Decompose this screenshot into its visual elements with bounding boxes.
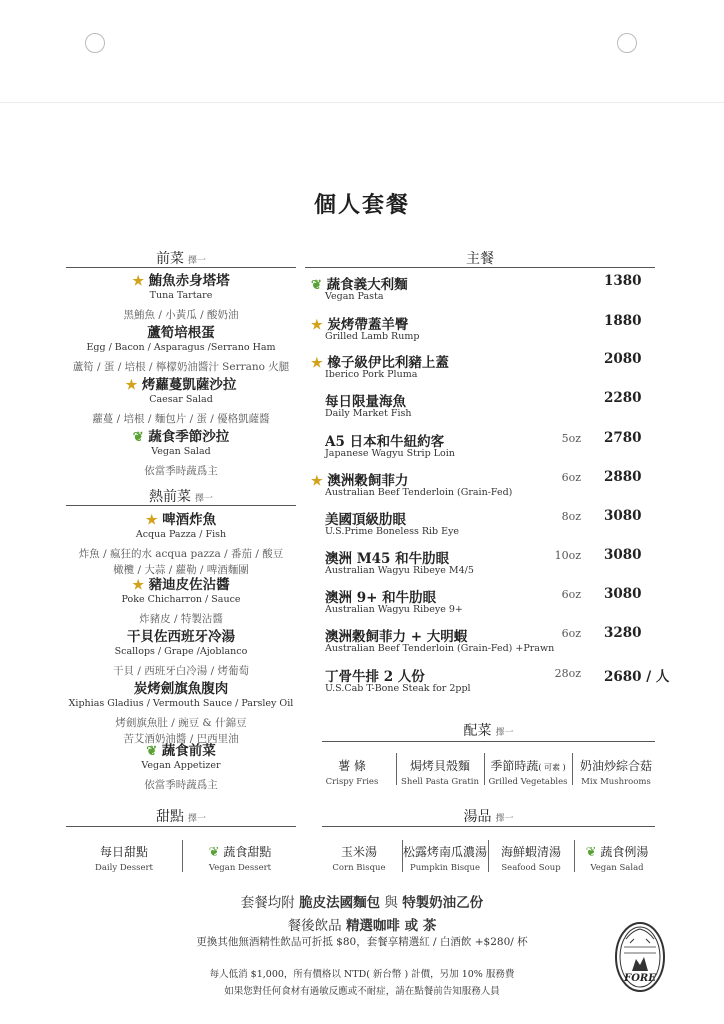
main-name: [311, 430, 444, 450]
footer-line-3: 更換其他無酒精性飲品可折抵 $80，套餐享精選紅 / 白酒飲 +$280/ 杯: [196, 936, 528, 948]
item-name: [66, 373, 296, 393]
appetizers-heading-note: 擇一: [187, 256, 206, 266]
main-english-name: Daily Market Fish: [325, 408, 412, 419]
main-english-name: Vegan Pasta: [325, 291, 384, 302]
item-name: [66, 625, 296, 645]
item-english-name: Tuna Tartare: [149, 290, 213, 301]
option-name-text: 玉米湯: [340, 845, 377, 859]
page-fold-line: [0, 102, 724, 103]
leaf-icon: ❦: [208, 845, 220, 860]
leaf-icon: ❦: [146, 744, 158, 759]
item-name-text: 蔬食季節沙拉: [148, 429, 230, 445]
option-name: [574, 843, 660, 860]
star-icon: ★: [125, 378, 138, 393]
main-english-name: Australian Wagyu Ribeye M4/5: [325, 565, 474, 576]
option-english-name: Pumpkin Bisque: [409, 863, 480, 873]
main-name-text: 澳洲穀飼菲力 + 大明蝦: [325, 629, 468, 645]
option-name: [308, 757, 396, 774]
star-icon: ★: [311, 474, 323, 489]
footer-line-1: [0, 891, 724, 911]
binder-hole-right: [617, 33, 637, 53]
option-english-name: Vegan Salad: [590, 863, 644, 873]
item-english-name: Scallops / Grape /Ajoblanco: [114, 646, 248, 657]
option-divider: [182, 840, 183, 872]
leaf-icon: ❦: [311, 278, 322, 293]
option-name: [182, 843, 298, 860]
option-name-text: 蔬食甜點: [223, 845, 272, 859]
desserts-heading-note: 擇一: [187, 814, 206, 824]
main-price: 2280: [604, 390, 642, 406]
main-name: [311, 351, 449, 371]
main-course-item: [311, 586, 656, 624]
star-icon: ★: [145, 513, 158, 528]
footer-line-1-c: 與: [384, 895, 398, 911]
main-name: [311, 390, 406, 410]
soups-option: [488, 843, 574, 873]
option-name-text: 海鮮蝦清湯: [500, 845, 561, 859]
item-english-name: Egg / Bacon / Asparagus /Serrano Ham: [86, 342, 276, 353]
star-icon: ★: [132, 578, 144, 593]
item-english-name: Caesar Salad: [149, 394, 213, 405]
fore-logo: [612, 919, 668, 995]
option-note: ( 可素 ): [538, 763, 566, 772]
main-size: 28oz: [554, 667, 581, 680]
desserts-option: [182, 843, 298, 873]
main-english-name: Australian Beef Tenderloin (Grain-Fed): [325, 487, 513, 498]
main-name-text: 橡子級伊比利豬上蓋: [327, 355, 449, 371]
item-description: 依當季時蔬爲主: [144, 779, 218, 791]
item-description: 苦艾酒奶油醬 / 巴西里油: [123, 733, 239, 745]
main-english-name: Australian Beef Tenderloin (Grain-Fed) +Prawn: [325, 643, 555, 654]
desserts-heading: [66, 806, 296, 826]
main-size: 8oz: [561, 510, 581, 523]
option-name-text: 蔬食例湯: [600, 845, 649, 859]
item-description: 蘆筍 / 蛋 / 培根 / 檸檬奶油醬汁 Serrano 火腿: [72, 361, 290, 373]
main-name: [311, 469, 408, 489]
option-english-name: Grilled Vegetables: [488, 777, 568, 787]
main-course-item: [311, 547, 656, 585]
option-name: [402, 843, 488, 860]
main-size: 6oz: [561, 588, 581, 601]
main-price: 2680 / 人: [604, 669, 670, 685]
main-price: 1880: [604, 313, 642, 329]
sides-rule: [322, 741, 655, 742]
item-name-text: 豬迪皮佐沾醬: [148, 577, 230, 593]
soups-heading-text: 湯品: [463, 809, 492, 825]
option-name-text: 每日甜點: [99, 845, 148, 859]
main-course-item: [311, 390, 656, 428]
option-divider: [488, 840, 489, 872]
footer-line-4: 每人低消 $1,000，所有價格以 NTD( 新台幣 ) 計價，另加 10% 服務費: [209, 969, 515, 980]
option-divider: [402, 840, 403, 872]
sides-heading-note: 擇一: [495, 728, 514, 738]
mains-rule: [305, 267, 655, 268]
item-description: 橄欖 / 大蒜 / 蘿勒 / 啤酒麵團: [113, 564, 249, 576]
item-name-text: 蘆筍培根蛋: [147, 325, 215, 341]
main-size: 6oz: [561, 471, 581, 484]
main-course-item: [311, 351, 656, 389]
hot-appetizers-rule: [66, 505, 296, 506]
appetizers-rule: [66, 267, 296, 268]
main-english-name: Iberico Pork Pluma: [325, 369, 418, 380]
item-english-name: Vegan Appetizer: [141, 760, 221, 771]
main-english-name: Australian Wagyu Ribeye 9+: [325, 604, 463, 615]
main-english-name: U.S.Prime Boneless Rib Eye: [325, 526, 460, 537]
main-price: 1380: [604, 273, 642, 289]
option-english-name: Seafood Soup: [501, 863, 561, 873]
option-name: [488, 843, 574, 860]
item-name-text: 鮪魚赤身塔塔: [148, 273, 230, 289]
main-course-item: [311, 273, 656, 311]
hot-appetizer-item: [66, 508, 296, 577]
main-name: [311, 547, 449, 567]
option-english-name: Daily Dessert: [95, 863, 153, 873]
option-name-text: 薯 條: [338, 759, 366, 773]
item-name: [66, 321, 296, 341]
main-price: 3080: [604, 586, 642, 602]
footer-line-1-a: 套餐均附: [240, 895, 295, 911]
option-name-text: 奶油炒綜合菇: [579, 759, 652, 773]
main-name-text: 每日限量海魚: [325, 394, 406, 410]
appetizers-heading: [66, 248, 296, 268]
hot-appetizers-heading-note: 擇一: [194, 494, 213, 504]
option-name: [572, 757, 660, 774]
sides-option: [484, 757, 572, 787]
main-name-text: 澳洲 9+ 和牛肋眼: [325, 590, 437, 606]
item-name-text: 啤酒炸魚: [162, 512, 217, 528]
main-price: 3080: [604, 508, 642, 524]
hot-appetizer-item: [66, 677, 296, 746]
main-english-name: Grilled Lamb Rump: [325, 331, 420, 342]
soups-heading-note: 擇一: [495, 814, 514, 824]
appetizers-heading-text: 前菜: [155, 251, 184, 267]
main-name: [311, 586, 436, 606]
item-description: 依當季時蔬爲主: [144, 465, 218, 477]
soups-option: [316, 843, 402, 873]
hot-appetizers-heading: [66, 486, 296, 506]
soups-heading: [322, 806, 655, 826]
mains-heading-text: 主餐: [466, 251, 494, 267]
item-name: [66, 573, 296, 593]
desserts-option: [66, 843, 182, 873]
page-title: 個人套餐: [313, 192, 410, 218]
main-size: 5oz: [561, 432, 581, 445]
main-price: 3280: [604, 625, 642, 641]
main-price: 3080: [604, 547, 642, 563]
option-english-name: Vegan Dessert: [208, 863, 272, 873]
soups-option: [402, 843, 488, 873]
main-name-text: 蔬食義大利麵: [326, 277, 408, 293]
main-price: 2080: [604, 351, 642, 367]
item-description: 干貝 / 西班牙白冷湯 / 烤葡萄: [113, 665, 249, 677]
footer-line-5: 如果您對任何食材有過敏反應或不耐症，請在點餐前告知服務人員: [224, 986, 500, 997]
desserts-heading-text: 甜點: [155, 809, 184, 825]
item-name-text: 烤蘿蔓凱薩沙拉: [141, 377, 237, 393]
option-name: [316, 843, 402, 860]
option-name: [396, 757, 484, 774]
appetizer-item: [66, 425, 296, 478]
hot-appetizers-heading-text: 熱前菜: [148, 489, 191, 505]
main-course-item: [311, 665, 670, 703]
hot-appetizer-item: [66, 573, 296, 626]
item-description: 黑鮪魚 / 小黃瓜 / 酸奶油: [123, 309, 239, 321]
sides-option: [308, 757, 396, 787]
option-english-name: Mix Mushrooms: [581, 777, 651, 787]
item-name: [66, 677, 296, 697]
option-name: [66, 843, 182, 860]
main-price: 2780: [604, 430, 642, 446]
footer-line-1-b: 脆皮法國麵包: [299, 895, 381, 911]
item-description: 炸魚 / 瘋狂的水 acqua pazza / 番茄 / 酸豆: [78, 548, 284, 560]
mains-heading: [305, 248, 655, 268]
footer-line-2-b: 精選咖啡 或 茶: [345, 918, 437, 934]
footer-line-2-a: 餐後飲品: [287, 918, 342, 934]
item-description: 蘿蔓 / 培根 / 麵包片 / 蛋 / 優格凱薩醬: [92, 413, 270, 425]
main-name: [311, 665, 425, 685]
leaf-icon: ❦: [132, 430, 144, 445]
main-name-text: 美國頂級肋眼: [325, 512, 406, 528]
sides-option: [396, 757, 484, 787]
main-english-name: Japanese Wagyu Strip Loin: [325, 448, 455, 459]
item-description: 炸豬皮 / 特製沾醬: [139, 613, 223, 625]
main-course-item: [311, 430, 656, 468]
option-english-name: Corn Bisque: [332, 863, 386, 873]
item-english-name: Poke Chicharron / Sauce: [121, 594, 241, 605]
item-name: [66, 425, 296, 445]
main-name-text: A5 日本和牛紐約客: [325, 434, 445, 450]
item-name-text: 炭烤劍旗魚腹肉: [133, 681, 229, 697]
sides-heading: [322, 720, 655, 740]
fore-logo-text: FORE: [624, 973, 656, 984]
binder-hole-left: [85, 33, 105, 53]
main-name: [311, 273, 408, 293]
item-english-name: Vegan Salad: [151, 446, 211, 457]
main-name-text: 丁骨牛排 2 人份: [325, 669, 425, 685]
main-name-text: 澳洲穀飼菲力: [327, 473, 409, 489]
item-name: [66, 508, 296, 528]
leaf-icon: ❦: [585, 845, 597, 860]
option-english-name: Crispy Fries: [325, 777, 379, 787]
main-name-text: 澳洲 M45 和牛肋眼: [325, 551, 450, 567]
appetizer-item: [66, 321, 296, 374]
soups-rule: [322, 826, 655, 827]
sides-heading-text: 配菜: [463, 723, 492, 739]
main-name: [311, 313, 408, 333]
star-icon: ★: [311, 356, 323, 371]
main-course-item: [311, 469, 656, 507]
main-size: 6oz: [561, 627, 581, 640]
option-name-text: 焗烤貝殼麵: [409, 759, 470, 773]
star-icon: ★: [132, 274, 144, 289]
item-name: [66, 739, 296, 759]
hot-appetizer-item: [66, 625, 296, 678]
option-english-name: Shell Pasta Gratin: [401, 777, 479, 787]
main-course-item: [311, 508, 656, 546]
option-name: [484, 757, 572, 774]
main-name-text: 炭烤帶蓋羊臀: [327, 317, 409, 333]
main-price: 2880: [604, 469, 642, 485]
appetizer-item: [66, 373, 296, 426]
option-name-text: 季節時蔬: [490, 759, 539, 773]
option-divider: [396, 753, 397, 785]
item-description: 烤劍旗魚肚 / 豌豆 & 什錦豆: [115, 717, 247, 729]
main-course-item: [311, 625, 656, 663]
main-course-item: [311, 313, 656, 351]
item-name: [66, 269, 296, 289]
main-size: 10oz: [554, 549, 581, 562]
item-english-name: Xiphias Gladius / Vermouth Sauce / Parsley Oil: [68, 698, 294, 709]
desserts-rule: [66, 826, 296, 827]
item-name-text: 干貝佐西班牙冷湯: [127, 629, 235, 645]
hot-appetizer-item: [66, 739, 296, 792]
soups-option: [574, 843, 660, 873]
option-name-text: 松露烤南瓜濃湯: [402, 845, 487, 859]
item-english-name: Acqua Pazza / Fish: [135, 529, 227, 540]
main-name: [311, 625, 467, 645]
star-icon: ★: [311, 318, 323, 333]
option-divider: [574, 840, 575, 872]
option-divider: [572, 753, 573, 785]
item-name-text: 蔬食前菜: [161, 743, 216, 759]
option-divider: [484, 753, 485, 785]
footer-line-1-d: 特製奶油乙份: [402, 895, 484, 911]
main-name: [311, 508, 406, 528]
appetizer-item: [66, 269, 296, 322]
sides-option: [572, 757, 660, 787]
main-english-name: U.S.Cab T-Bone Steak for 2ppl: [325, 683, 471, 694]
